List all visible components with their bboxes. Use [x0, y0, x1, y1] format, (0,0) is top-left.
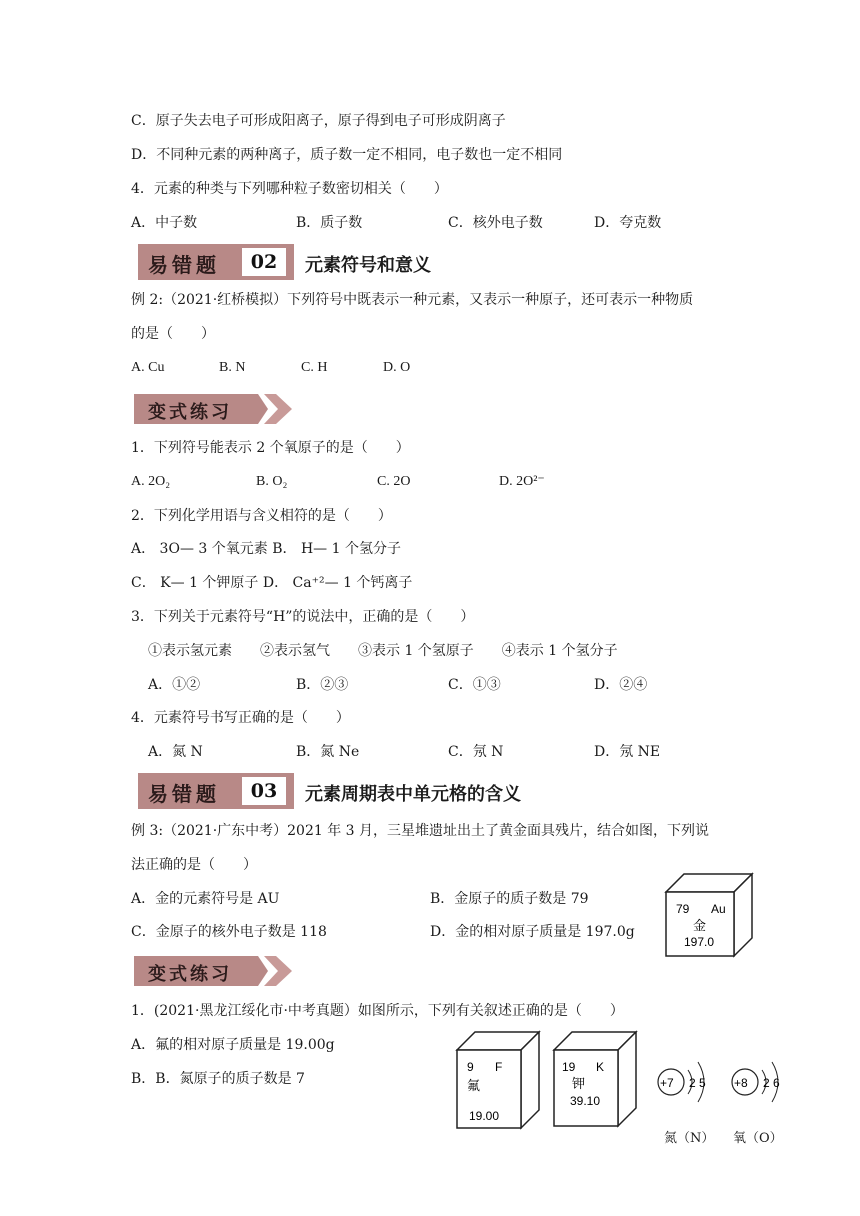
practice-banner-1 [134, 392, 294, 426]
f-mass: 19.00 [469, 1109, 500, 1123]
section-title-02: 元素符号和意义 [305, 255, 431, 276]
section-title-03: 元素周期表中单元格的含义 [305, 784, 521, 805]
atom-structure-nitrogen [654, 1052, 724, 1112]
example-3-line1: 例 3:（2021·广东中考）2021 年 3 月，三星堆遗址出土了黄金面具残片，结合如图，下列说 [131, 823, 710, 839]
pq4-option-a: A．氮 N [148, 744, 203, 760]
element-cell-gold [664, 872, 756, 958]
section-banner-02 [138, 244, 294, 280]
au-name: 金 [693, 918, 707, 933]
ex2-option-d: D. O [383, 360, 411, 375]
ex3-option-c: C．金原子的核外电子数是 118 [131, 924, 327, 940]
pq4-option-b: B．氮 Ne [296, 744, 360, 760]
banner-label: 易错题 [148, 253, 220, 277]
k-mass: 39.10 [570, 1094, 601, 1108]
au-number: 79 [676, 902, 690, 916]
k-number: 19 [562, 1060, 576, 1074]
au-mass: 197.0 [684, 935, 715, 949]
pq4-option-d: D．氖 NE [594, 744, 661, 760]
option-c-text: C．原子失去电子可形成阳离子，原子得到电子可形成阴离子 [131, 113, 506, 129]
practice3-q1: 1．(2021·黑龙江绥化市·中考真题）如图所示，下列有关叙述正确的是（ ） [131, 1003, 624, 1019]
practice-q3: 3．下列关于元素符号“H”的说法中，正确的是（ ） [131, 609, 475, 625]
ex3-option-b: B．金原子的质子数是 79 [430, 891, 589, 907]
pq3-items: ①表示氢元素 ②表示氢气 ③表示 1 个氢原子 ④表示 1 个氢分子 [148, 643, 618, 659]
pq3-option-b: B．②③ [296, 677, 349, 693]
pq1-option-c: C. 2O [377, 474, 411, 489]
practice-q4: 4．元素符号书写正确的是（ ） [131, 710, 350, 726]
element-cell-fluorine [455, 1030, 541, 1130]
n-shells: 2 5 [689, 1076, 706, 1090]
pq4-option-c: C．氖 N [448, 744, 504, 760]
pq1-option-a: A. 2O₂ [131, 474, 171, 489]
k-name: 钾 [572, 1076, 586, 1091]
pq2-options-cd: C． K— 1 个钾原子 D． Ca⁺²— 1 个钙离子 [131, 575, 413, 591]
pq2-options-ab: A． 3O— 3 个氧元素 B． H— 1 个氢分子 [131, 541, 401, 557]
atom-structure-oxygen [728, 1052, 798, 1112]
pq3-option-a: A．①② [148, 677, 201, 693]
p3q1-option-b: B．B．氮原子的质子数是 7 [131, 1071, 305, 1087]
oxygen-caption: 氧（O） [733, 1131, 783, 1146]
banner-label: 易错题 [148, 782, 220, 806]
nitrogen-caption: 氮（N） [664, 1131, 715, 1146]
ex3-option-a: A．金的元素符号是 AU [131, 891, 280, 907]
q4-option-c: C．核外电子数 [448, 215, 543, 231]
f-name: 氟 [467, 1078, 481, 1093]
o-shells: 2 6 [763, 1076, 780, 1090]
practice-q2: 2．下列化学用语与含义相符的是（ ） [131, 508, 392, 524]
practice-banner-2 [134, 954, 294, 988]
n-nucleus: +7 [660, 1076, 674, 1090]
pq1-option-b: B. O₂ [256, 474, 288, 489]
q4-option-a: A．中子数 [131, 215, 198, 231]
ex2-option-a: A. Cu [131, 360, 165, 375]
banner-number: 02 [242, 248, 286, 276]
example-2-line2: 的是（ ） [131, 326, 215, 342]
pq3-option-c: C．①③ [448, 677, 501, 693]
pq1-option-d: D. 2O²⁻ [499, 474, 545, 489]
question-4-text: 4．元素的种类与下列哪种粒子数密切相关（ ） [131, 181, 448, 197]
q4-option-d: D．夸克数 [594, 215, 662, 231]
ex3-option-d: D．金的相对原子质量是 197.0g [430, 924, 635, 940]
element-cell-potassium [552, 1030, 638, 1128]
k-symbol: K [596, 1060, 605, 1074]
practice-label: 变式练习 [148, 964, 232, 985]
example-2-line1: 例 2:（2021·红桥模拟）下列符号中既表示一种元素，又表示一种原子，还可表示一种物质 [131, 292, 694, 308]
section-banner-03 [138, 773, 294, 809]
option-d-text: D．不同种元素的两种离子，质子数一定不相同，电子数也一定不相同 [131, 147, 563, 163]
practice-label: 变式练习 [148, 402, 232, 423]
f-symbol: F [495, 1060, 503, 1074]
ex2-option-c: C. H [301, 360, 328, 375]
p3q1-option-a: A．氟的相对原子质量是 19.00g [131, 1037, 335, 1053]
practice-q1: 1．下列符号能表示 2 个氧原子的是（ ） [131, 440, 410, 456]
q4-option-b: B．质子数 [296, 215, 363, 231]
ex2-option-b: B. N [219, 360, 246, 375]
o-nucleus: +8 [734, 1076, 748, 1090]
f-number: 9 [467, 1060, 474, 1074]
pq3-option-d: D．②④ [594, 677, 648, 693]
example-3-line2: 法正确的是（ ） [131, 857, 257, 873]
banner-number: 03 [242, 777, 286, 805]
au-symbol: Au [711, 902, 726, 916]
